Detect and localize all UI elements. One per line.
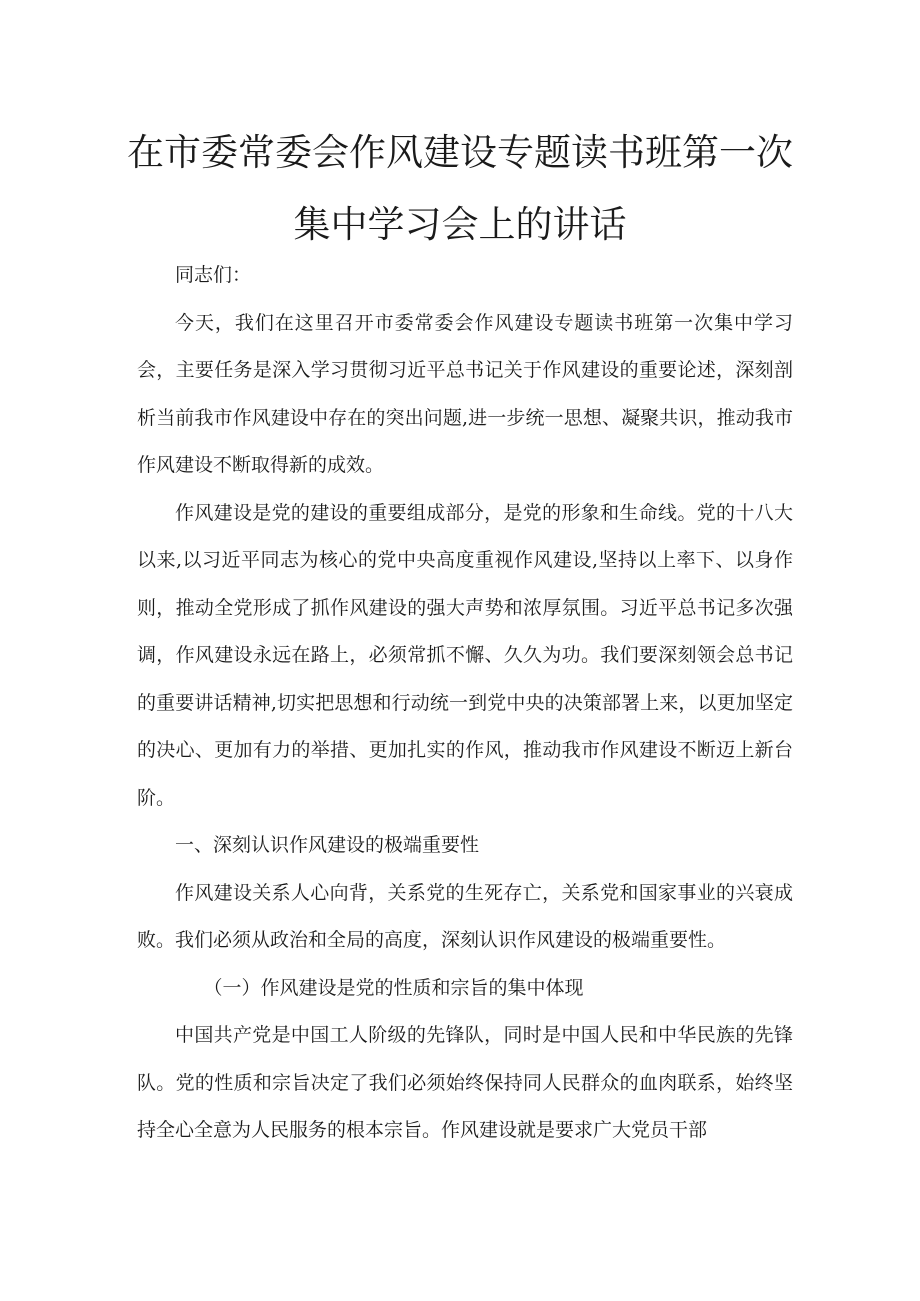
section-heading-1: 一、深刻认识作风建设的极端重要性	[175, 834, 480, 856]
section-1-paragraph: 作风建设关系人心向背，关系党的生死存亡，关系党和国家事业的兴衰成败。我们必须从政治和全局的高度，深刻认识作风建设的极端重要性。	[137, 881, 793, 951]
paragraph-intro: 今天，我们在这里召开市委常委会作风建设专题读书班第一次集中学习会，主要任务是深入学习贯彻习近平总书记关于作风建设的重要论述，深刻剖析当前我市作风建设中存在的突出问题,进一步统一思想、凝聚共识，推动我市作风建设不断取得新的成效。	[137, 311, 793, 476]
subsection-heading-1: （一）作风建设是党的性质和宗旨的集中体现	[203, 976, 584, 999]
paragraph-background: 作风建设是党的建设的重要组成部分，是党的形象和生命线。党的十八大以来,以习近平同志为核心的党中央高度重视作风建设,坚持以上率下、以身作则，推动全党形成了抓作风建设的强大声势和浓厚氛围。习近平总书记多次强调，作风建设永远在路上，必须常抓不懈、久久为功。我们要深刻领会总书记的重要讲话精神,切实把思想和行动统一到党中央的决策部署上来，以更加坚定的决心、更加有力的举措、更加扎实的作风，推动我市作风建设不断迈上新台阶。	[137, 501, 793, 809]
greeting: 同志们：	[175, 264, 252, 286]
document-title: 在市委常委会作风建设专题读书班第一次集中学习会上的讲话	[127, 131, 793, 246]
subsection-1-paragraph: 中国共产党是中国工人阶级的先锋队，同时是中国人民和中华民族的先锋队。党的性质和宗旨决定了我们必须始终保持同人民群众的血肉联系，始终坚持全心全意为人民服务的根本宗旨。作风建设就是要求广大党员干部	[137, 1024, 793, 1141]
document-body	[137, 252, 793, 1155]
